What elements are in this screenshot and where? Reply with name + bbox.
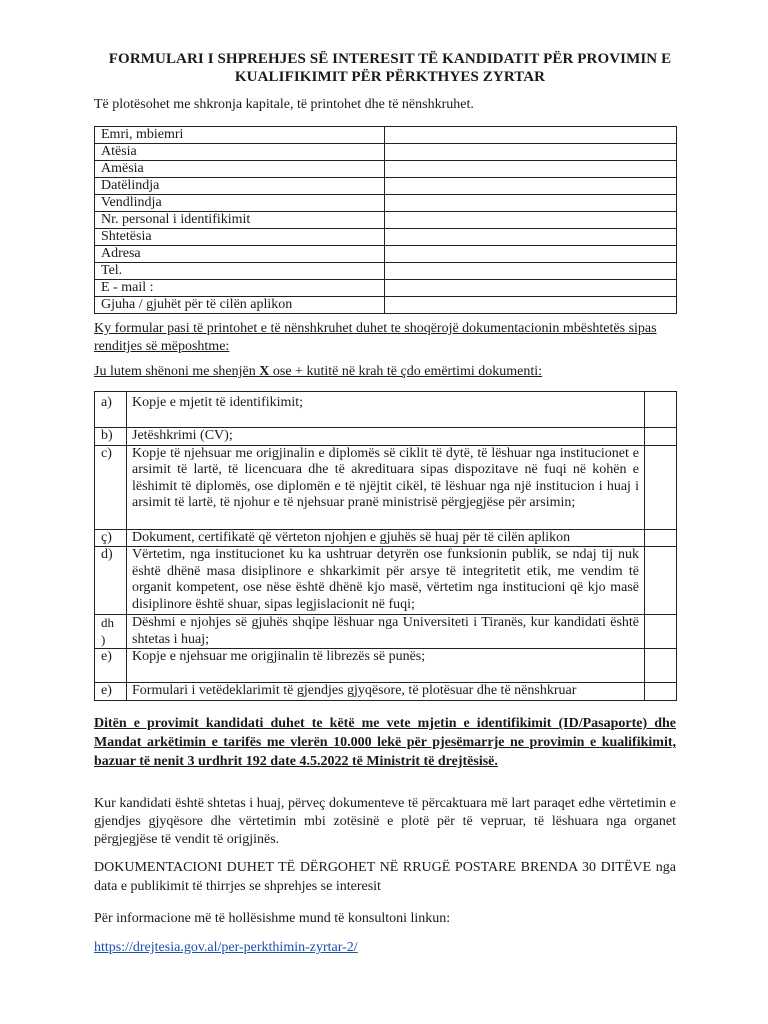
info-link[interactable]: https://drejtesia.gov.al/per-perkthimin-zyrtar-2/ <box>94 940 358 955</box>
table-row <box>95 178 677 195</box>
doc-label: c) <box>95 445 127 529</box>
field-value-cell[interactable] <box>385 144 677 161</box>
field-label: Nr. personal i identifikimit <box>95 212 385 229</box>
form-subtitle: Të plotësohet me shkronja kapitale, të printohet dhe të nënshkruhet. <box>94 97 474 112</box>
table-row <box>95 445 677 529</box>
field-value-cell[interactable] <box>385 246 677 263</box>
table-row <box>95 529 677 547</box>
info-note: Për informacione më të hollësishme mund të konsultoni linkun: <box>94 911 451 926</box>
field-label: Tel. <box>95 263 385 280</box>
doc-text: Kopje e njehsuar me origjinalin të librezës së punës; <box>127 649 645 683</box>
doc-text: Kopje e mjetit të identifikimit; <box>127 392 645 428</box>
instruction-text: Ju lutem shënoni me shenjën <box>94 364 260 379</box>
table-row <box>95 263 677 280</box>
doc-checkbox[interactable] <box>645 547 677 615</box>
field-label: Vendlindja <box>95 195 385 212</box>
table-row <box>95 127 677 144</box>
documents-table <box>94 391 677 701</box>
doc-label: d) <box>95 547 127 615</box>
doc-text: Dokument, certifikatë që vërteton njohjen e gjuhës së huaj për të cilën aplikon <box>127 529 645 547</box>
table-row <box>95 246 677 263</box>
doc-text: Kopje të njehsuar me origjinalin e diplomës së ciklit të dytë, të lëshuar nga institucionet e arsimit të lartë, të licencuara dhe të akredituara sipas dispozitave në fuqi në kohën e lëshimit të diplomës, ose diplomën e të njëjtit cikël, të lëshuar nga një institucion i huaj i arsimit të lartë, të njohur e të njehsuar pranë ministrisë përgjegjëse për arsimin; <box>127 445 645 529</box>
table-row <box>95 212 677 229</box>
doc-text: Dëshmi e njohjes së gjuhës shqipe lëshuar nga Universiteti i Tiranës, kur kandidati është shtetas i huaj; <box>127 615 645 649</box>
table-row <box>95 144 677 161</box>
field-label: E - mail : <box>95 280 385 297</box>
field-label: Emri, mbiemri <box>95 127 385 144</box>
table-row <box>95 547 677 615</box>
table-row <box>95 161 677 178</box>
field-value-cell[interactable] <box>385 229 677 246</box>
doc-checkbox[interactable] <box>645 529 677 547</box>
field-label: Gjuha / gjuhët për të cilën aplikon <box>95 297 385 314</box>
postal-delivery-note: DOKUMENTACIONI DUHET TË DËRGOHET NË RRUGË POSTARE BRENDA 30 DITËVE nga data e publikimit të thirrjes se shprehjes se interesit <box>94 860 676 894</box>
field-label: Amësia <box>95 161 385 178</box>
field-label: Datëlindja <box>95 178 385 195</box>
doc-label: a) <box>95 392 127 428</box>
doc-checkbox[interactable] <box>645 615 677 649</box>
form-title: FORMULARI I SHPREHJES SË INTERESIT TË KANDIDATIT PËR PROVIMIN E KUALIFIKIMIT PËR PËRKTHYES ZYRTAR <box>108 51 672 85</box>
doc-text: Vërtetim, nga institucionet ku ka ushtruar detyrën ose funksionin publik, se ndaj tij nuk është dhënë masa disiplinore e shkarkimit për arsye të integritetit etik, me vendim të organit kompetent, ose nëse është dhënë kjo masë, vërtetim nga institucioni që kjo masë disiplinore është shuar, sipas legjislacionit në fuqi; <box>127 547 645 615</box>
table-row <box>95 297 677 314</box>
field-label: Shtetësia <box>95 229 385 246</box>
doc-text: Jetëshkrimi (CV); <box>127 428 645 446</box>
table-row <box>95 392 677 428</box>
attachment-note: Ky formular pasi të printohet e të nënshkruhet duhet te shoqërojë dokumentacionin mbështetës sipas renditjes së mëposhtme: <box>94 321 657 354</box>
instruction-mark: X <box>259 364 270 379</box>
doc-text: Formulari i vetëdeklarimit të gjendjes gjyqësore, të plotësuar dhe të nënshkruar <box>127 683 645 701</box>
table-row <box>95 428 677 446</box>
field-value-cell[interactable] <box>385 297 677 314</box>
table-row <box>95 683 677 701</box>
table-row <box>95 649 677 683</box>
doc-checkbox[interactable] <box>645 683 677 701</box>
field-label: Adresa <box>95 246 385 263</box>
checkbox-instruction <box>94 364 542 380</box>
field-value-cell[interactable] <box>385 195 677 212</box>
field-value-cell[interactable] <box>385 280 677 297</box>
field-value-cell[interactable] <box>385 263 677 280</box>
doc-checkbox[interactable] <box>645 392 677 428</box>
doc-label: dh ) <box>95 615 127 649</box>
table-row <box>95 229 677 246</box>
field-value-cell[interactable] <box>385 161 677 178</box>
table-row <box>95 195 677 212</box>
instruction-text-end: ose + kutitë në krah të çdo emërtimi dokumenti: <box>269 364 543 379</box>
exam-day-note: Ditën e provimit kandidati duhet te këtë me vete mjetin e identifikimit (ID/Pasaporte) dhe Mandat arkëtimin e tarifës me vlerën 10.000 lekë për pjesëmarrje ne provimin e kualifikimit, bazuar të nenit 3 urdhrit 192 date 4.5.2022 të Ministrit të drejtësisë. <box>94 716 676 769</box>
field-value-cell[interactable] <box>385 212 677 229</box>
table-row <box>95 615 677 649</box>
field-value-cell[interactable] <box>385 127 677 144</box>
doc-label: ç) <box>95 529 127 547</box>
foreign-candidate-note: Kur kandidati është shtetas i huaj, përveç dokumenteve të përcaktuara më lart paraqet edhe vërtetimin e gjendjes gjyqësore dhe vërtetimin mbi zotësinë e plotë për të vepruar, të lëshuara nga organet përgjegjëse të vendit të origjinës. <box>94 796 676 847</box>
doc-label: e) <box>95 683 127 701</box>
table-row <box>95 280 677 297</box>
doc-checkbox[interactable] <box>645 428 677 446</box>
doc-checkbox[interactable] <box>645 445 677 529</box>
personal-info-table <box>94 126 677 314</box>
doc-label: b) <box>95 428 127 446</box>
doc-label: e) <box>95 649 127 683</box>
field-label: Atësia <box>95 144 385 161</box>
doc-checkbox[interactable] <box>645 649 677 683</box>
field-value-cell[interactable] <box>385 178 677 195</box>
